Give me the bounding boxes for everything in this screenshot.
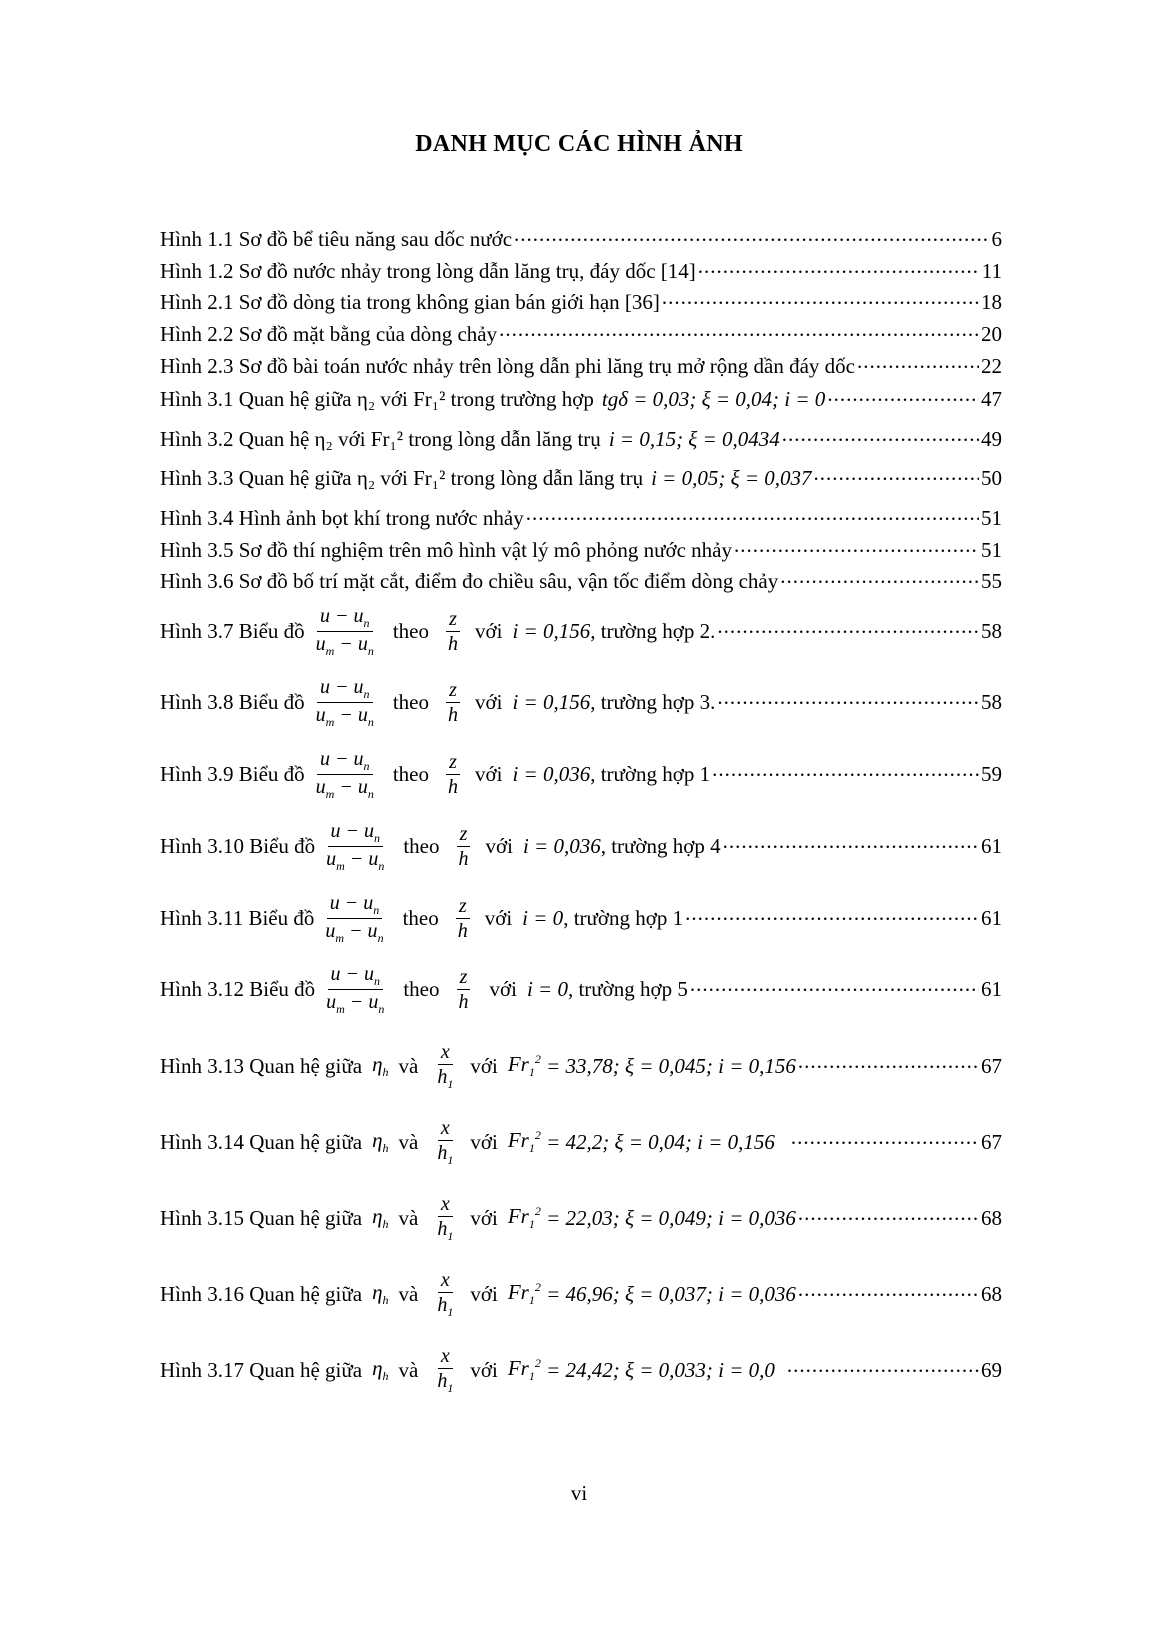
froude-symbol: $Fr_1^2$ [507,1280,541,1308]
velocity-ratio-fraction: $\frac{u - u_n}{u_m - u_n}$ [325,891,384,945]
dot-leader [723,835,979,852]
toc-entry[interactable] [160,820,1002,872]
velocity-ratio-fraction: $\frac{u - u_n}{u_m - u_n}$ [326,819,385,873]
entry-mid: theo [392,689,429,714]
entry-page: 50 [981,465,1002,490]
entry-page: 59 [981,761,1002,786]
entry-tail: , trường hợp 4 [600,833,721,858]
entry-math: = 22,03; ξ = 0,049; i = 0,036 [546,1205,796,1230]
entry-label: Hình 3.15 Quan hệ giữa [160,1205,363,1230]
dot-leader [717,620,979,637]
entry-label: Hình 3.12 Biểu đồ [160,976,316,1001]
x-over-h1-fraction: $\frac{x}{h_1}$ [437,1193,454,1243]
toc-entry[interactable] [160,355,1002,377]
entry-math: i = 0,156 [512,618,591,643]
dot-leader [798,1055,979,1072]
entry-tail: , trường hợp 2. [590,618,716,643]
toc-entry[interactable] [160,605,1002,657]
entry-label: Hình 3.8 Biểu đồ [160,689,305,714]
entry-mid: theo [403,976,440,1001]
depth-ratio-fraction: $\frac{z}{h}$ [458,965,469,1013]
entry-mid: và [398,1129,419,1154]
entry-mid: và [398,1205,419,1230]
dot-leader [526,507,979,524]
entry-math: i = 0,15; ξ = 0,0434 [608,426,780,451]
entry-label: Hình 3.17 Quan hệ giữa [160,1357,363,1382]
entry-math: i = 0,156 [512,689,591,714]
entry-page: 69 [981,1357,1002,1382]
entry-label: Hình 3.13 Quan hệ giữa [160,1053,363,1078]
depth-ratio-fraction: $\frac{z}{h}$ [448,607,458,655]
entry-cond: với [470,1129,498,1154]
entry-page: 67 [981,1129,1002,1154]
x-over-h1-fraction: $\frac{x}{h_1}$ [437,1345,454,1395]
entry-mid: theo [392,761,429,786]
entry-page: 58 [981,618,1002,643]
entry-math: i = 0,036 [512,761,591,786]
x-over-h1-fraction: $\frac{x}{h_1}$ [437,1269,454,1319]
depth-ratio-fraction: $\frac{z}{h}$ [458,822,469,870]
toc-entry[interactable] [160,228,1002,250]
entry-page: 47 [981,386,1002,411]
entry-page: 11 [981,258,1002,283]
dot-leader [791,1131,979,1148]
x-over-h1-fraction: $\frac{x}{h_1}$ [437,1041,454,1091]
velocity-ratio-fraction: $\frac{u - u_n}{u_m - u_n}$ [315,604,374,658]
velocity-ratio-fraction: $\frac{u - u_n}{u_m - u_n}$ [326,962,385,1016]
toc-entry[interactable] [160,963,1002,1015]
dot-leader [514,228,989,245]
depth-ratio-fraction: $\frac{z}{h}$ [448,678,458,726]
entry-text: Hình 1.2 Sơ đồ nước nhảy trong lòng dẫn lăng trụ, đáy dốc [14] [160,258,696,283]
entry-mid: theo [402,905,439,930]
dot-leader [685,907,979,924]
entry-page: 51 [981,505,1002,530]
depth-ratio-fraction: $\frac{z}{h}$ [457,894,468,942]
entry-mid: và [398,1357,419,1382]
entry-cond: với [485,833,513,858]
x-over-h1-fraction: $\frac{x}{h_1}$ [437,1117,454,1167]
eta-h-symbol: $\eta_h$ [372,1127,389,1156]
dot-leader [798,1283,979,1300]
dot-leader [698,260,980,277]
dot-leader [857,355,979,372]
froude-symbol: $Fr_1^2$ [507,1356,541,1384]
toc-entry[interactable] [160,1344,1002,1396]
entry-math: i = 0 [526,976,568,1001]
dot-leader [734,539,979,556]
entry-text: Hình 3.2 Quan hệ η₂ với Fr₁² trong lòng dẫn lăng trụ [160,426,601,451]
entry-label: Hình 3.14 Quan hệ giữa [160,1129,363,1154]
dot-leader [690,978,979,995]
entry-page: 61 [981,976,1002,1001]
entry-math: tgδ = 0,03; ξ = 0,04; i = 0 [601,386,826,411]
entry-math: = 42,2; ξ = 0,04; i = 0,156 [546,1129,775,1154]
toc-entry[interactable] [160,388,1002,410]
entry-text: Hình 2.3 Sơ đồ bài toán nước nhảy trên lòng dẫn phi lăng trụ mở rộng dần đáy dốc [160,353,855,378]
page-number: vi [570,1481,588,1505]
toc-entry[interactable] [160,570,1002,592]
entry-text: Hình 3.4 Hình ảnh bọt khí trong nước nhảy [160,505,524,530]
entry-cond: với [484,905,513,930]
entry-tail: , trường hợp 1 [563,905,684,930]
froude-symbol: $Fr_1^2$ [507,1204,541,1232]
toc-entry[interactable] [160,260,1002,282]
entry-page: 49 [981,426,1002,451]
entry-page: 67 [981,1053,1002,1078]
toc-entry[interactable] [160,748,1002,800]
entry-cond: với [470,1205,498,1230]
entry-page: 6 [991,226,1002,251]
toc-entry[interactable] [160,539,1002,561]
entry-mid: và [398,1281,419,1306]
entry-cond: với [475,689,503,714]
entry-text: Hình 1.1 Sơ đồ bể tiêu năng sau dốc nước [160,226,513,251]
entry-math: = 46,96; ξ = 0,037; i = 0,036 [546,1281,796,1306]
entry-math: i = 0 [522,905,564,930]
entry-text: Hình 3.5 Sơ đồ thí nghiệm trên mô hình vật lý mô phỏng nước nhảy [160,537,732,562]
dot-leader [717,691,979,708]
entry-label: Hình 3.9 Biểu đồ [160,761,305,786]
entry-page: 61 [981,905,1002,930]
entry-page: 18 [981,289,1002,314]
toc-entry[interactable] [160,1192,1002,1244]
entry-tail: , trường hợp 1 [590,761,711,786]
entry-cond: với [470,1053,498,1078]
entry-text: Hình 3.6 Sơ đồ bố trí mặt cắt, điểm đo chiều sâu, vận tốc điểm dòng chảy [160,568,779,593]
eta-h-symbol: $\eta_h$ [372,1279,389,1308]
entry-page: 68 [981,1205,1002,1230]
toc-entry[interactable] [160,428,1002,450]
entry-tail: , trường hợp 5 [567,976,688,1001]
toc-entry[interactable] [160,1040,1002,1092]
froude-symbol: $Fr_1^2$ [507,1128,541,1156]
dot-leader [782,428,979,445]
entry-label: Hình 3.16 Quan hệ giữa [160,1281,363,1306]
entry-mid: và [398,1053,419,1078]
entry-math: = 33,78; ξ = 0,045; i = 0,156 [546,1053,796,1078]
toc-entry[interactable] [160,323,1002,345]
entry-text: Hình 2.1 Sơ đồ dòng tia trong không gian bán giới hạn [36] [160,289,660,314]
entry-math: i = 0,05; ξ = 0,037 [651,465,812,490]
entry-label: Hình 3.10 Biểu đồ [160,833,316,858]
froude-symbol: $Fr_1^2$ [507,1052,541,1080]
entry-cond: với [470,1357,498,1382]
entry-page: 61 [981,833,1002,858]
dot-leader [798,1207,979,1224]
dot-leader [787,1359,979,1376]
toc-entry[interactable] [160,291,1002,313]
toc-entry[interactable] [160,467,1002,489]
entry-cond: với [475,761,503,786]
depth-ratio-fraction: $\frac{z}{h}$ [448,750,458,798]
entry-page: 22 [981,353,1002,378]
entry-page: 58 [981,689,1002,714]
dot-leader [827,388,979,405]
toc-entry[interactable] [160,1268,1002,1320]
entry-label: Hình 3.7 Biểu đồ [160,618,305,643]
entry-math: = 24,42; ξ = 0,033; i = 0,0 [546,1357,775,1382]
dot-leader [814,467,979,484]
dot-leader [712,763,979,780]
dot-leader [780,570,979,587]
dot-leader [499,323,979,340]
toc-entry[interactable] [160,507,1002,529]
entry-text: Hình 3.1 Quan hệ giữa η₂ với Fr₁² trong trường hợp [160,386,594,411]
toc-entry[interactable] [160,1116,1002,1168]
entry-label: Hình 3.11 Biểu đồ [160,905,315,930]
entry-cond: với [470,1281,498,1306]
entry-cond: với [475,618,503,643]
entry-text: Hình 2.2 Sơ đồ mặt bằng của dòng chảy [160,321,498,346]
page-title: DANH MỤC CÁC HÌNH ẢNH [415,131,743,157]
entry-page: 55 [981,568,1002,593]
entry-page: 51 [981,537,1002,562]
velocity-ratio-fraction: $\frac{u - u_n}{u_m - u_n}$ [315,747,374,801]
entry-text: Hình 3.3 Quan hệ giữa η₂ với Fr₁² trong lòng dẫn lăng trụ [160,465,644,490]
dot-leader [662,291,979,308]
toc-entry[interactable] [160,892,1002,944]
entry-tail: , trường hợp 3. [590,689,716,714]
entry-math: i = 0,036 [522,833,601,858]
velocity-ratio-fraction: $\frac{u - u_n}{u_m - u_n}$ [315,675,374,729]
eta-h-symbol: $\eta_h$ [372,1203,389,1232]
toc-entry[interactable] [160,676,1002,728]
entry-page: 68 [981,1281,1002,1306]
entry-mid: theo [403,833,440,858]
entry-cond: với [489,976,517,1001]
entry-mid: theo [392,618,429,643]
eta-h-symbol: $\eta_h$ [372,1355,389,1384]
eta-h-symbol: $\eta_h$ [372,1051,389,1080]
entry-page: 20 [981,321,1002,346]
